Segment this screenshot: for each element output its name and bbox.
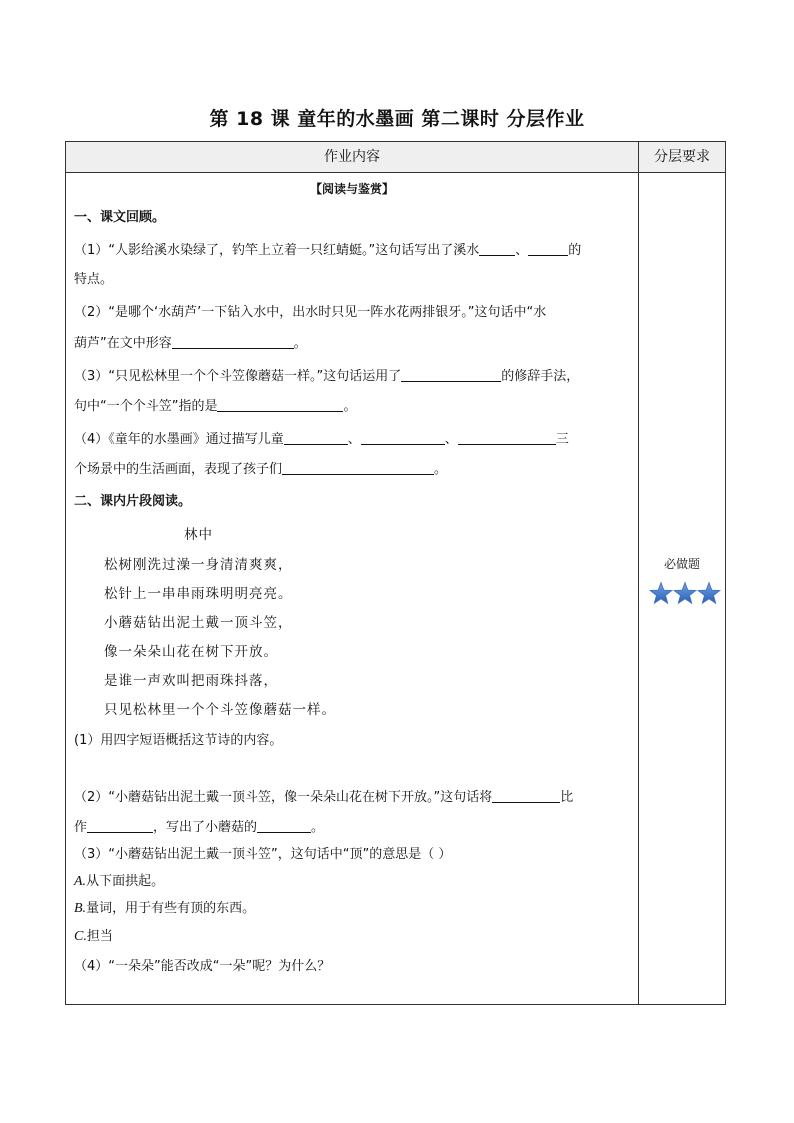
option-c: C.担当 — [74, 929, 113, 944]
answer-blank[interactable] — [361, 430, 445, 445]
star-icon — [698, 583, 720, 604]
answer-blank[interactable] — [172, 334, 294, 349]
part2-heading: 二、课内片段阅读。 — [74, 494, 192, 509]
requirement-label: 必做题 — [663, 557, 700, 571]
poem-line: 只见松林里一个个斗笠像蘑菇一样。 — [104, 702, 336, 718]
answer-blank[interactable] — [479, 241, 515, 256]
page-title: 第 18 课 童年的水墨画 第二课时 分层作业 — [209, 108, 585, 130]
part1-q3-line1: （3）“只见松林里一个个斗笠像蘑菇一样。”这句话运用了 的修辞手法， — [74, 369, 580, 384]
star-rating — [649, 581, 721, 605]
poem-line: 松树刚洗过澡一身清清爽爽， — [104, 557, 293, 573]
part2-q2-line2: 作 ，写出了小蘑菇的 。 — [74, 820, 325, 835]
poem-line: 小蘑菇钻出泥土戴一顶斗笠， — [104, 615, 293, 631]
answer-blank[interactable] — [492, 788, 560, 803]
part1-q2-line2: 葫芦”在文中形容 。 — [74, 336, 307, 351]
requirement-cell — [639, 173, 725, 1004]
part2-q4: （4）“一朵朵”能否改成“一朵”呢？为什么？ — [74, 959, 331, 974]
part2-q3: （3）“小蘑菇钻出泥土戴一顶斗笠”，这句话中“顶”的意思是（ ） — [74, 847, 452, 862]
poem-line: 松针上一串串雨珠明明亮亮。 — [104, 586, 293, 602]
homework-table — [65, 141, 726, 1005]
answer-blank[interactable] — [458, 430, 556, 445]
table-header-row — [66, 142, 725, 173]
part1-q1-line2: 特点。 — [74, 272, 114, 287]
star-icon — [650, 583, 672, 604]
part1-q4-line2: 个场景中的生活画面，表现了孩子们 。 — [74, 462, 448, 477]
section-heading: 【阅读与鉴赏】 — [309, 182, 394, 196]
option-b: B.量词，用于有些有顶的东西。 — [74, 901, 256, 916]
part1-q1-line1: （1）“人影给溪水染绿了，钓竿上立着一只红蜻蜓。”这句话写出了溪水 、 的 — [74, 243, 582, 258]
answer-blank[interactable] — [282, 460, 434, 475]
answer-blank[interactable] — [528, 241, 568, 256]
part1-heading: 一、课文回顾。 — [74, 210, 166, 225]
part1-q3-line2: 句中“一个个斗笠”指的是 。 — [74, 399, 357, 414]
content-cell — [66, 173, 638, 1004]
part2-q1: (1）用四字短语概括这节诗的内容。 — [74, 733, 283, 748]
answer-blank[interactable] — [87, 818, 153, 833]
part1-q2-line1: （2）“是哪个‘水葫芦’一下钻入水中，出水时只见一阵水花两排银牙。”这句话中“水 — [74, 305, 547, 320]
answer-blank[interactable] — [257, 818, 311, 833]
poem-title: 林中 — [184, 527, 213, 543]
answer-blank[interactable] — [217, 397, 343, 412]
header-requirement: 分层要求 — [654, 149, 710, 165]
poem-line: 是谁一声欢叫把雨珠抖落， — [104, 673, 278, 689]
answer-blank[interactable] — [401, 367, 501, 382]
option-a: A.从下面拱起。 — [74, 874, 165, 889]
answer-blank[interactable] — [284, 430, 348, 445]
star-icon — [674, 583, 696, 604]
poem-line: 像一朵朵山花在树下开放。 — [104, 644, 278, 660]
part1-q4-line1: （4）《童年的水墨画》通过描写儿童 、 、 三 — [74, 432, 569, 447]
header-content: 作业内容 — [324, 149, 380, 165]
part2-q2-line1: （2）“小蘑菇钻出泥土戴一顶斗笠，像一朵朵山花在树下开放。”这句话将 比 — [74, 790, 574, 805]
